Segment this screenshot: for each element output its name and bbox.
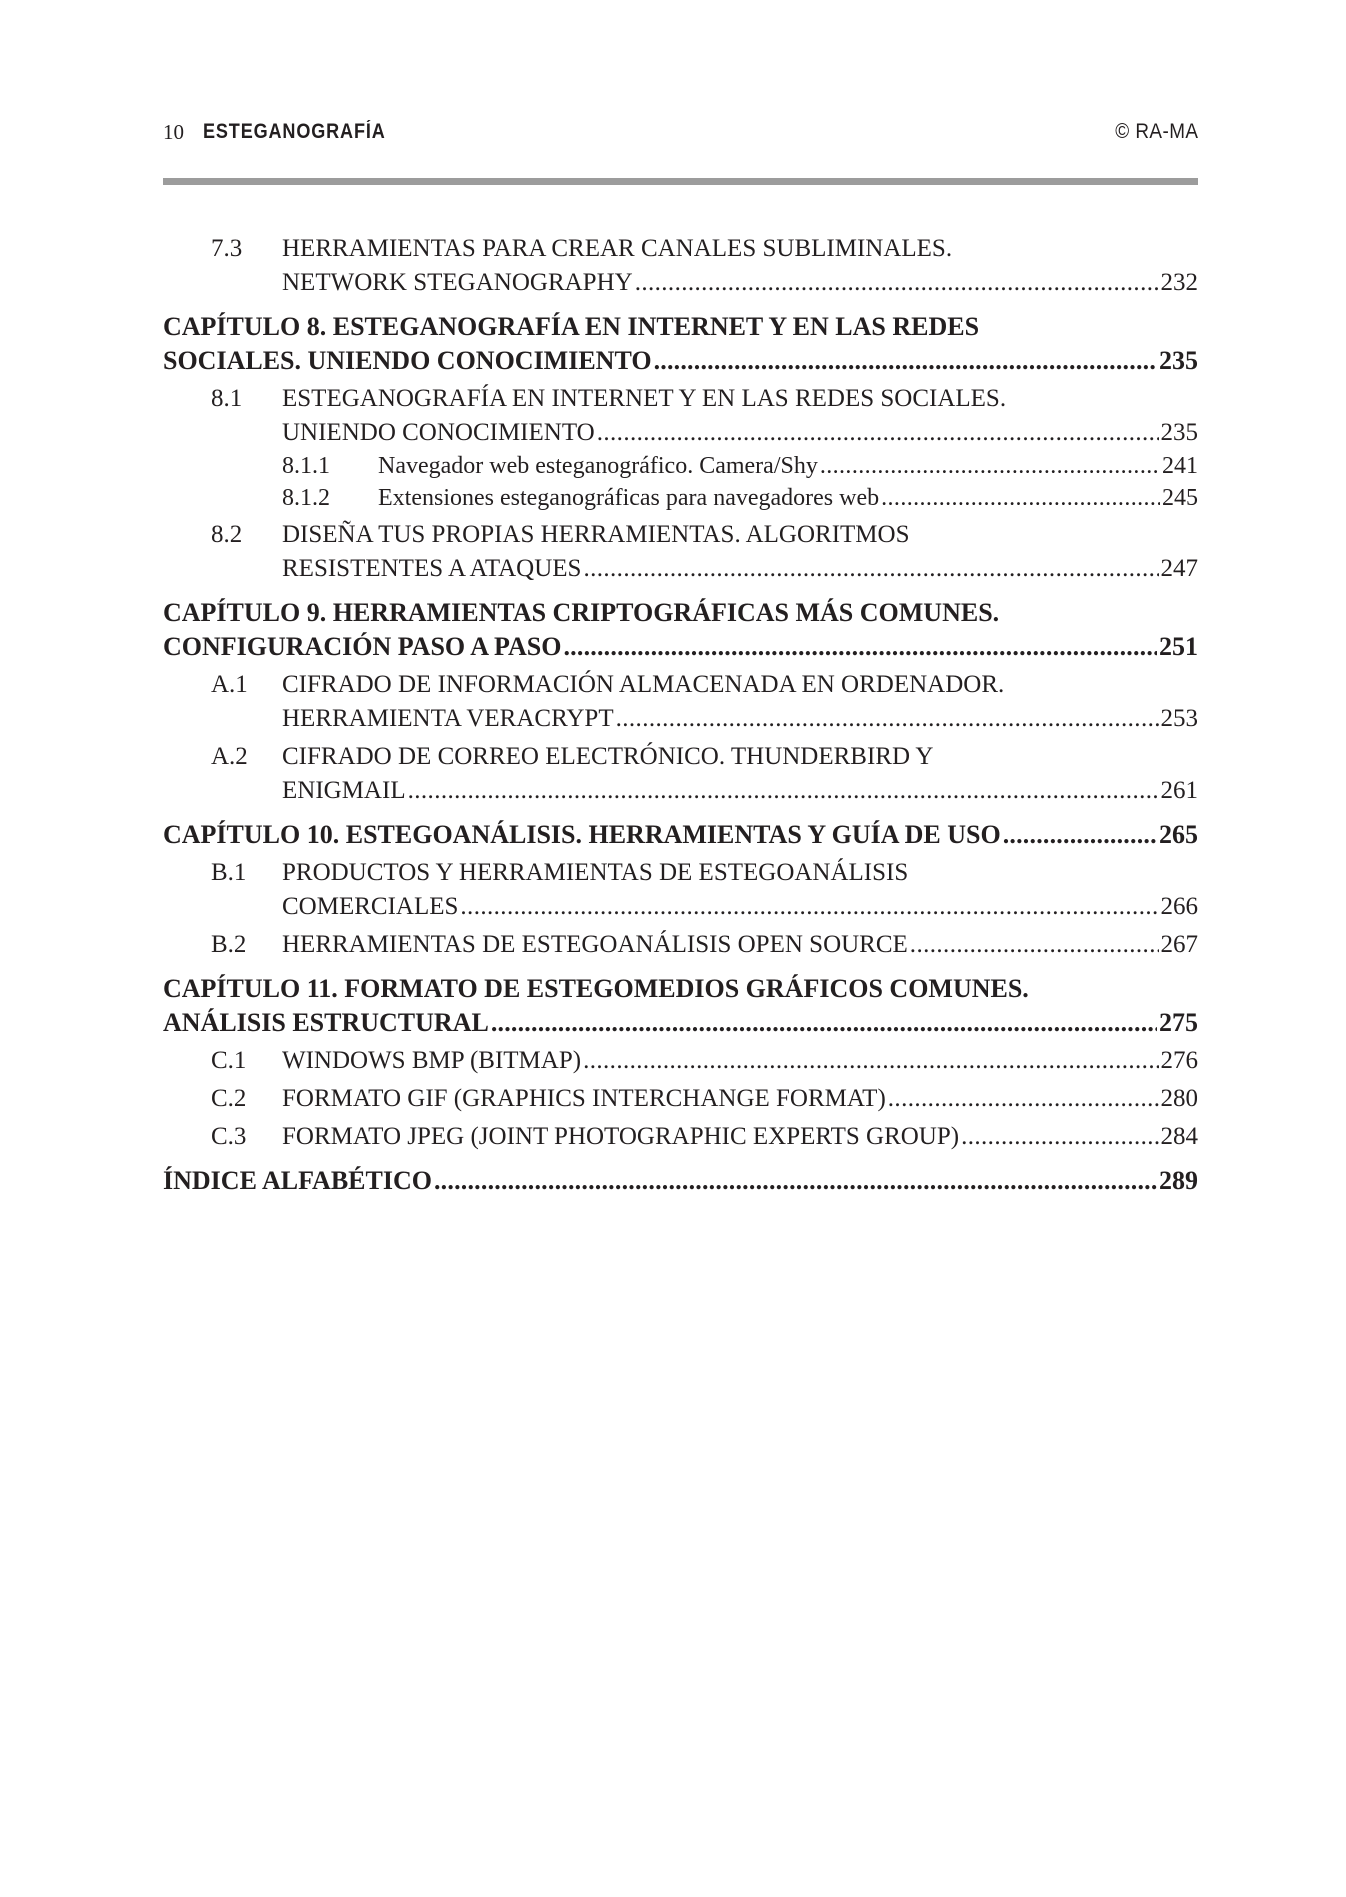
- entry-line: [282, 1082, 1198, 1116]
- page-ref: 276: [1160, 1047, 1198, 1074]
- entry-body: [163, 310, 1198, 378]
- entry-body: [282, 668, 1198, 736]
- toc-section-entry[interactable]: [163, 856, 1198, 924]
- entry-line: [378, 482, 1198, 514]
- page-header: [163, 118, 1198, 148]
- entry-title: PRODUCTOS Y HERRAMIENTAS DE ESTEGOANÁLISIS: [282, 859, 909, 886]
- page-ref: 245: [1162, 485, 1198, 511]
- entry-line: [163, 972, 1198, 1006]
- header-rule: [163, 178, 1198, 185]
- page-ref: 275: [1159, 1008, 1198, 1037]
- entry-number: C.1: [211, 1047, 247, 1074]
- dot-leader: [583, 552, 1158, 586]
- dot-leader: [434, 1164, 1157, 1198]
- toc-chapter-entry[interactable]: [163, 972, 1198, 1040]
- entry-line: [282, 1120, 1198, 1154]
- entry-number: B.2: [211, 931, 247, 958]
- dot-leader: [597, 416, 1159, 450]
- toc-sub-entry[interactable]: [163, 450, 1198, 482]
- dot-leader: [881, 482, 1160, 514]
- entry-title: ENIGMAIL: [282, 777, 406, 804]
- dot-leader: [1003, 818, 1157, 852]
- entry-title: FORMATO JPEG (JOINT PHOTOGRAPHIC EXPERTS GROUP): [282, 1123, 960, 1150]
- entry-line: [282, 232, 1198, 266]
- entry-line: [282, 740, 1198, 774]
- toc-sub-entry[interactable]: [163, 482, 1198, 514]
- dot-leader: [820, 450, 1160, 482]
- entry-number: C.3: [211, 1123, 247, 1150]
- toc-section-entry[interactable]: [163, 928, 1198, 962]
- entry-title: RESISTENTES A ATAQUES: [282, 555, 582, 582]
- toc-section-entry[interactable]: [163, 1120, 1198, 1154]
- entry-body: [282, 1082, 1198, 1116]
- entry-body: [378, 450, 1198, 482]
- dot-leader: [616, 702, 1159, 736]
- page-ref: 266: [1160, 893, 1198, 920]
- entry-title: SOCIALES. UNIENDO CONOCIMIENTO: [163, 346, 652, 375]
- dot-leader: [460, 890, 1158, 924]
- entry-title: COMERCIALES: [282, 893, 459, 920]
- entry-body: [163, 596, 1198, 664]
- dot-leader: [654, 344, 1157, 378]
- entry-title: NETWORK STEGANOGRAPHY: [282, 269, 633, 296]
- page-ref: 261: [1160, 777, 1198, 804]
- toc-section-entry[interactable]: [163, 668, 1198, 736]
- entry-line: [282, 266, 1198, 300]
- entry-title: HERRAMIENTA VERACRYPT: [282, 705, 614, 732]
- entry-title: Extensiones esteganográficas para navegadores web: [378, 485, 880, 511]
- toc-section-entry[interactable]: [163, 1044, 1198, 1078]
- entry-line: [282, 1044, 1198, 1078]
- dot-leader: [635, 266, 1159, 300]
- entry-title: CAPÍTULO 10. ESTEGOANÁLISIS. HERRAMIENTAS Y GUÍA DE USO: [163, 820, 1001, 849]
- entry-line: [282, 928, 1198, 962]
- entry-number: A.2: [211, 743, 248, 770]
- page-ref: 267: [1160, 931, 1198, 958]
- entry-line: [282, 856, 1198, 890]
- entry-line: [282, 890, 1198, 924]
- entry-title: HERRAMIENTAS DE ESTEGOANÁLISIS OPEN SOURCE: [282, 931, 908, 958]
- entry-number: 7.3: [211, 235, 243, 262]
- entry-line: [282, 518, 1198, 552]
- entry-title: FORMATO GIF (GRAPHICS INTERCHANGE FORMAT): [282, 1085, 886, 1112]
- toc-section-entry[interactable]: [163, 740, 1198, 808]
- entry-number: 8.1: [211, 385, 243, 412]
- entry-body: [282, 740, 1198, 808]
- entry-line: [163, 344, 1198, 378]
- entry-body: [282, 928, 1198, 962]
- entry-title: CIFRADO DE INFORMACIÓN ALMACENADA EN ORDENADOR.: [282, 671, 1005, 698]
- entry-title: WINDOWS BMP (BITMAP): [282, 1047, 582, 1074]
- entry-number: 8.1.2: [282, 485, 330, 511]
- entry-number: A.1: [211, 671, 248, 698]
- page-number: 10: [163, 120, 184, 144]
- entry-title: CAPÍTULO 8. ESTEGANOGRAFÍA EN INTERNET Y EN LAS REDES: [163, 312, 980, 341]
- entry-title: CAPÍTULO 9. HERRAMIENTAS CRIPTOGRÁFICAS MÁS COMUNES.: [163, 598, 1000, 627]
- dot-leader: [491, 1006, 1157, 1040]
- entry-title: CAPÍTULO 11. FORMATO DE ESTEGOMEDIOS GRÁFICOS COMUNES.: [163, 974, 1029, 1003]
- entry-title: CIFRADO DE CORREO ELECTRÓNICO. THUNDERBIRD Y: [282, 743, 934, 770]
- entry-body: [282, 1120, 1198, 1154]
- entry-body: [282, 856, 1198, 924]
- entry-line: [282, 702, 1198, 736]
- page-ref: 253: [1160, 705, 1198, 732]
- entry-line: [378, 450, 1198, 482]
- entry-body: [282, 232, 1198, 300]
- page-ref: 265: [1159, 820, 1198, 849]
- entry-title: DISEÑA TUS PROPIAS HERRAMIENTAS. ALGORITMOS: [282, 521, 910, 548]
- entry-body: [378, 482, 1198, 514]
- entry-number: 8.1.1: [282, 453, 330, 479]
- dot-leader: [408, 774, 1159, 808]
- entry-title: ANÁLISIS ESTRUCTURAL: [163, 1008, 489, 1037]
- entry-number: B.1: [211, 859, 247, 886]
- entry-title: ÍNDICE ALFABÉTICO: [163, 1166, 432, 1195]
- entry-title: UNIENDO CONOCIMIENTO: [282, 419, 595, 446]
- dot-leader: [888, 1082, 1159, 1116]
- entry-body: [163, 818, 1198, 852]
- page-ref: 284: [1160, 1123, 1198, 1150]
- entry-line: [282, 416, 1198, 450]
- dot-leader: [563, 630, 1157, 664]
- entry-line: [282, 668, 1198, 702]
- toc-chapter-entry[interactable]: [163, 818, 1198, 852]
- entry-line: [163, 310, 1198, 344]
- page-ref: 235: [1160, 419, 1198, 446]
- toc-chapter-entry[interactable]: [163, 596, 1198, 664]
- entry-line: [282, 552, 1198, 586]
- dot-leader: [961, 1120, 1158, 1154]
- book-title: ESTEGANOGRAFÍA: [203, 120, 386, 143]
- entry-line: [163, 630, 1198, 664]
- page-ref: 289: [1159, 1166, 1198, 1195]
- entry-number: 8.2: [211, 521, 243, 548]
- entry-line: [282, 382, 1198, 416]
- page-ref: 241: [1162, 453, 1198, 479]
- entry-line: [163, 818, 1198, 852]
- page-ref: 247: [1160, 555, 1198, 582]
- toc-chapter-entry[interactable]: [163, 310, 1198, 378]
- toc-chapter-entry[interactable]: [163, 1164, 1198, 1198]
- toc-section-entry[interactable]: [163, 232, 1198, 300]
- entry-body: [282, 382, 1198, 450]
- dot-leader: [910, 928, 1159, 962]
- entry-line: [163, 1006, 1198, 1040]
- entry-body: [163, 972, 1198, 1040]
- publisher: © RA-MA: [1114, 120, 1198, 143]
- entry-line: [282, 774, 1198, 808]
- page-ref: 235: [1159, 346, 1198, 375]
- entry-body: [282, 1044, 1198, 1078]
- entry-title: Navegador web esteganográfico. Camera/Shy: [378, 453, 818, 479]
- page-ref: 280: [1160, 1085, 1198, 1112]
- table-of-contents: [163, 232, 1198, 1198]
- toc-section-entry[interactable]: [163, 1082, 1198, 1116]
- entry-title: CONFIGURACIÓN PASO A PASO: [163, 632, 562, 661]
- entry-line: [163, 596, 1198, 630]
- entry-body: [163, 1164, 1198, 1198]
- entry-number: C.2: [211, 1085, 247, 1112]
- toc-section-entry[interactable]: [163, 382, 1198, 450]
- toc-section-entry[interactable]: [163, 518, 1198, 586]
- entry-line: [163, 1164, 1198, 1198]
- dot-leader: [583, 1044, 1158, 1078]
- page-ref: 251: [1159, 632, 1198, 661]
- entry-body: [282, 518, 1198, 586]
- entry-title: HERRAMIENTAS PARA CREAR CANALES SUBLIMINALES.: [282, 235, 953, 262]
- page-ref: 232: [1160, 269, 1198, 296]
- entry-title: ESTEGANOGRAFÍA EN INTERNET Y EN LAS REDES SOCIALES.: [282, 385, 1007, 412]
